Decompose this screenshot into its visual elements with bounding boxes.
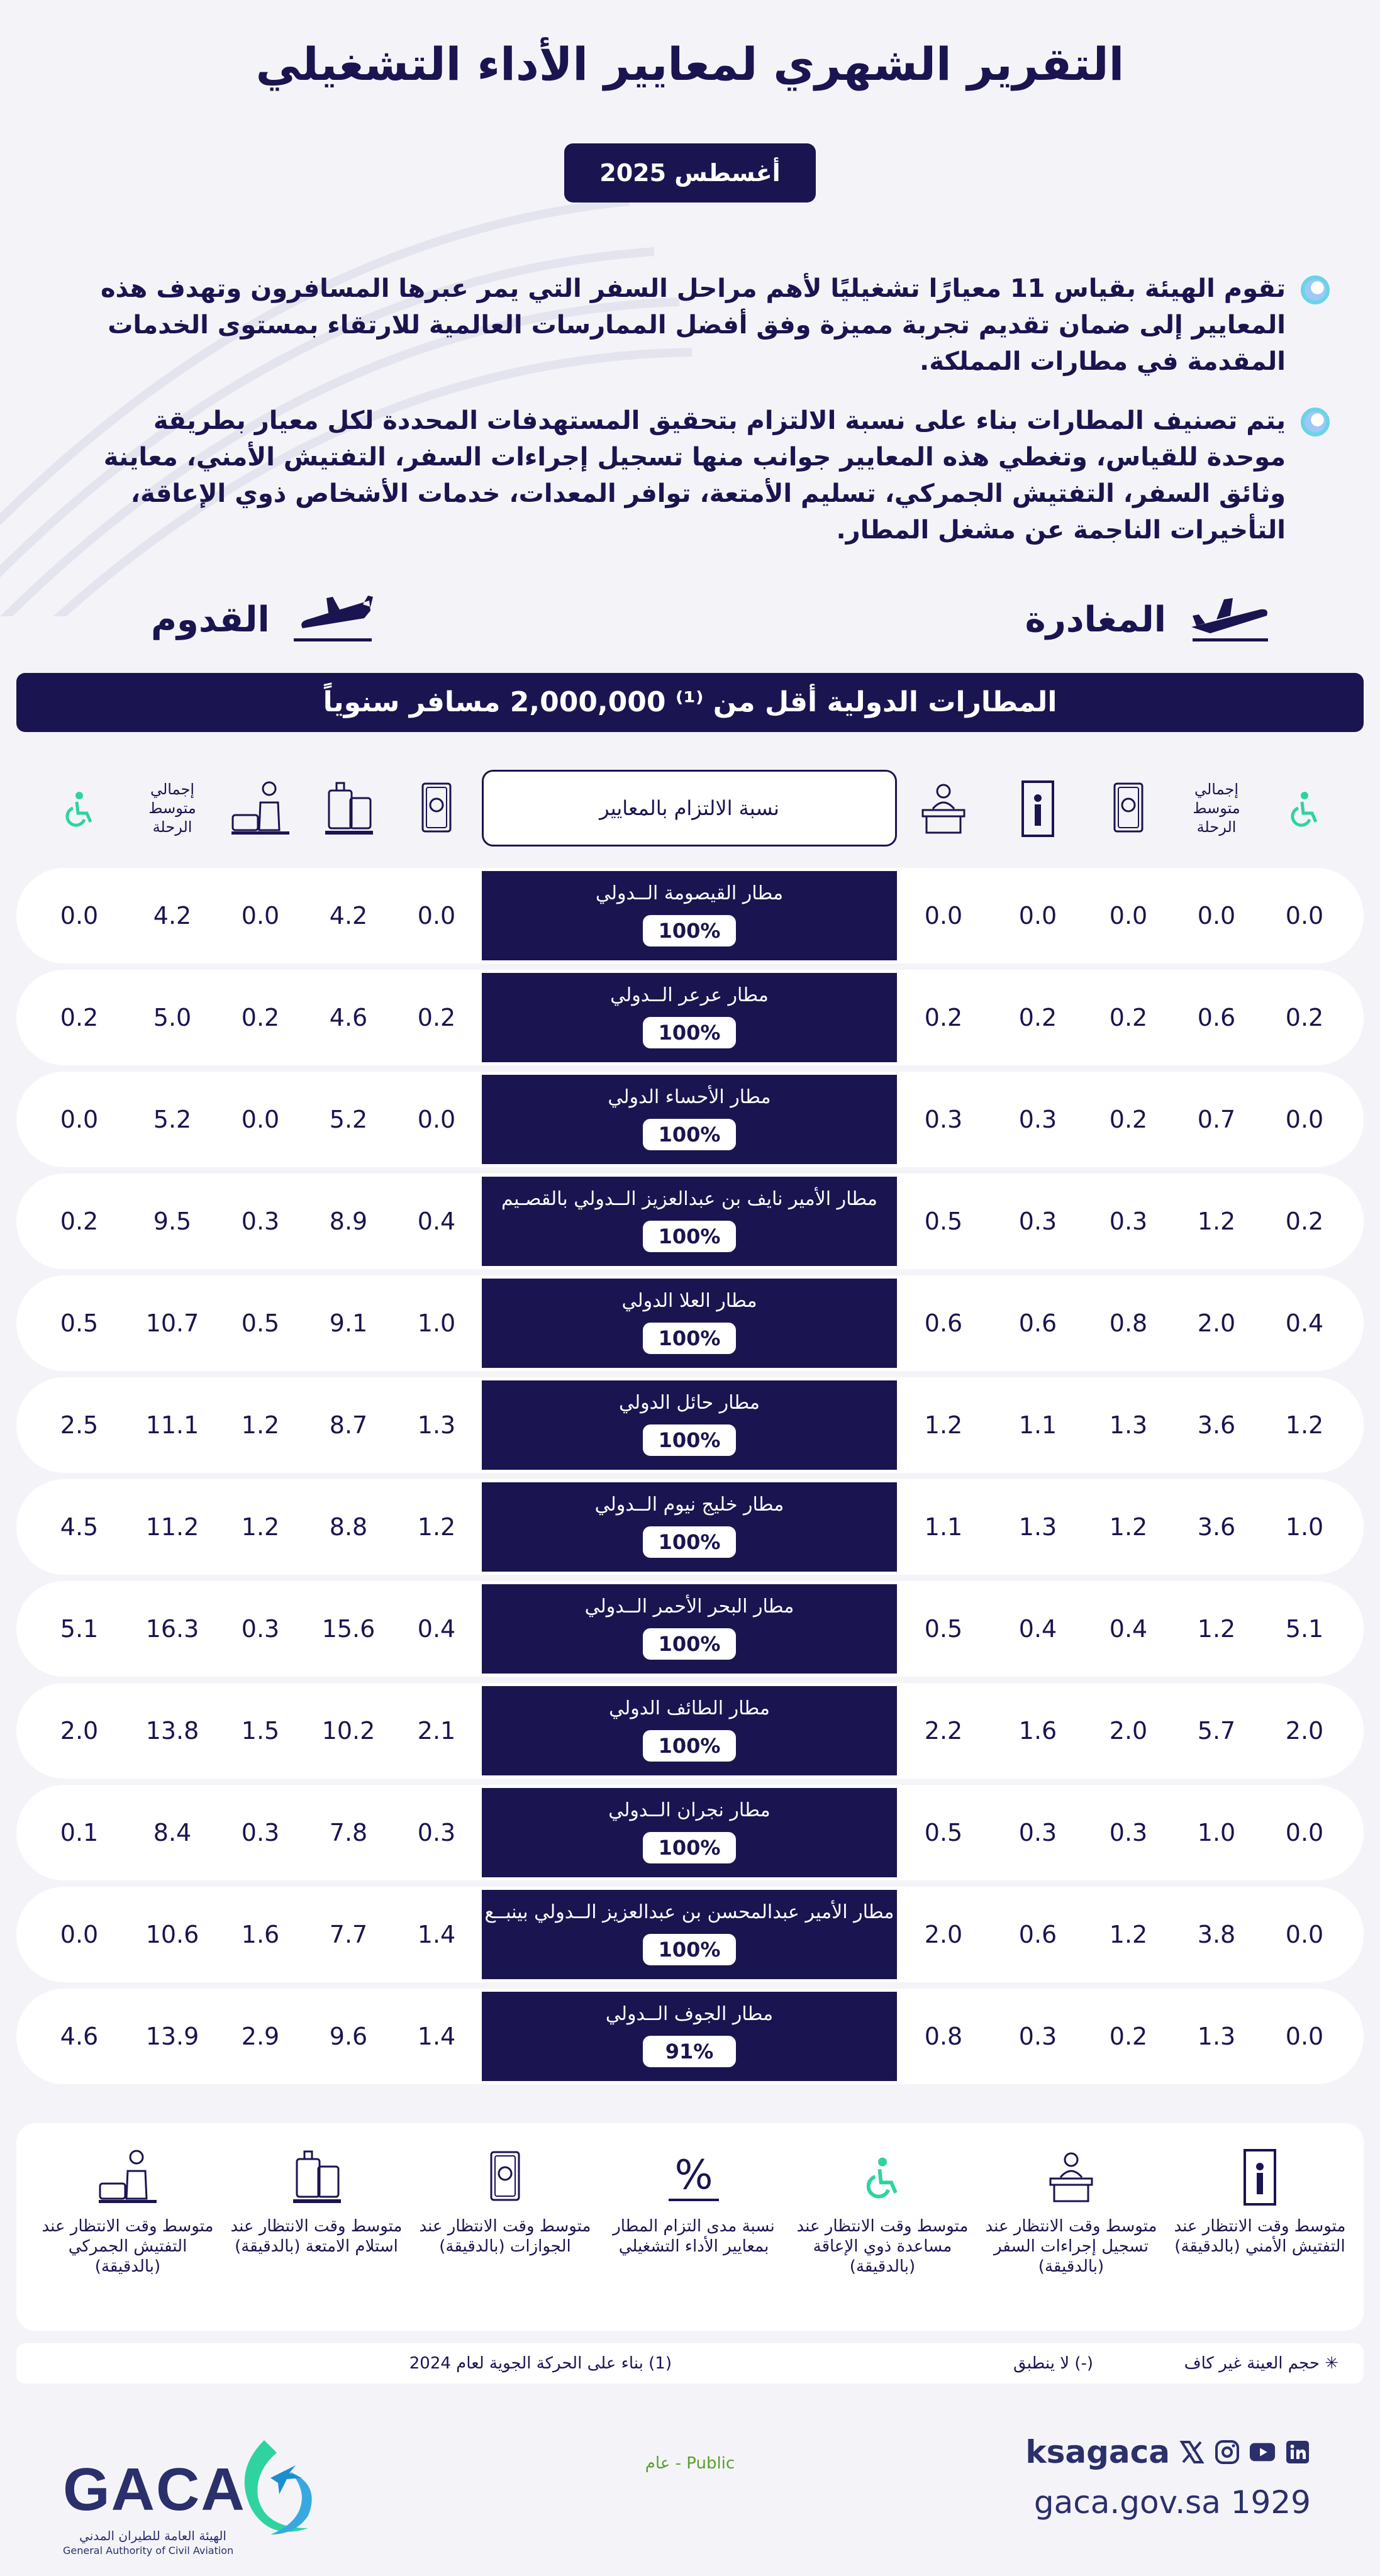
col-arr-total: إجمالي متوسط الرحلة xyxy=(148,780,196,836)
bullet-icon xyxy=(1301,275,1330,304)
departure-value-checkin: 0.6 xyxy=(924,1309,963,1337)
note-insufficient xyxy=(1184,2343,1338,2384)
airport-cell xyxy=(482,1177,897,1266)
legend-text: متوسط وقت الانتظار عند التفتيش الأمني (بالدقيقة) xyxy=(1174,2217,1346,2256)
intro-item xyxy=(72,270,1330,380)
arrival-value-customs: 0.2 xyxy=(241,1004,280,1031)
departure-value-checkin: 1.1 xyxy=(924,1513,963,1541)
col-arr-passport xyxy=(399,767,474,849)
arrival-value-disability: 2.0 xyxy=(60,1717,99,1745)
arrival-value-customs: 0.5 xyxy=(241,1309,280,1337)
airport-name: مطار العلا الدولي xyxy=(621,1290,757,1312)
col-arr-disability xyxy=(42,767,117,849)
legend-text: متوسط وقت الانتظار عند مساعدة ذوي الإعاقة (بالدقيقة) xyxy=(796,2217,969,2276)
arrival-value-passport: 0.2 xyxy=(417,1004,456,1031)
airport-cell xyxy=(482,1075,897,1164)
baggage-icon xyxy=(288,2145,345,2208)
compliance-badge: 100% xyxy=(643,915,736,947)
arrival-value-total: 8.4 xyxy=(153,1819,192,1846)
departure-value-disability: 0.2 xyxy=(1285,1004,1324,1031)
compliance-badge: 100% xyxy=(643,1526,736,1558)
legend-item xyxy=(603,2142,785,2257)
table-header xyxy=(0,767,1380,849)
arrival-value-disability: 0.0 xyxy=(60,1106,99,1133)
arrival-value-baggage: 15.6 xyxy=(321,1615,376,1643)
arrival-value-baggage: 9.1 xyxy=(329,1309,368,1337)
departure-value-disability: 2.0 xyxy=(1285,1717,1324,1745)
arrival-value-passport: 0.4 xyxy=(417,1615,456,1643)
note-na: (-) لا ينطبق xyxy=(1013,2354,1093,2373)
airport-cell xyxy=(482,1279,897,1368)
departure-value-disability: 0.0 xyxy=(1285,1819,1324,1846)
compliance-badge: 100% xyxy=(643,1424,736,1456)
passport-icon xyxy=(1110,780,1147,836)
departure-value-security: 0.0 xyxy=(1018,902,1057,930)
departure-value-total: 1.3 xyxy=(1197,2023,1236,2050)
col-dep-disability xyxy=(1267,767,1342,849)
checkin-counter-icon xyxy=(1043,2148,1099,2205)
compliance-badge: 100% xyxy=(643,1017,736,1048)
departure-value-total: 0.0 xyxy=(1197,902,1236,930)
departure-value-disability: 0.0 xyxy=(1285,1921,1324,1948)
col-dep-checkin xyxy=(906,767,981,849)
arrival-value-customs: 0.0 xyxy=(241,1106,280,1133)
compliance-badge: 100% xyxy=(643,1730,736,1762)
departure-value-security: 1.6 xyxy=(1018,1717,1057,1745)
legend-item xyxy=(980,2142,1162,2277)
col-arr-baggage xyxy=(311,767,386,849)
wheelchair-icon xyxy=(1286,789,1323,827)
compliance-badge: 91% xyxy=(643,2036,736,2067)
arrival-value-total: 5.0 xyxy=(153,1004,192,1031)
arrival-value-customs: 0.0 xyxy=(241,902,280,930)
compliance-badge: 100% xyxy=(643,1221,736,1252)
intro-text: يتم تصنيف المطارات بناء على نسبة الالتزام بتحقيق المستهدفات المحددة لكل معيار بطريقة موحدة للقياس، وتغطي هذه المعايير جوانب منها تسجيل إجراءات السفر، التفتيش الأمني، معاينة وثائق السفر، التفتيش الجمركي، تسليم الأمتعة، توافر المعدات، خدمات الأشخاص ذوي الإعاقة، التأخيرات الناجمة عن مشغل المطار. xyxy=(103,406,1286,545)
page-title: التقرير الشهري لمعايير الأداء التشغيلي xyxy=(255,38,1125,91)
departure-value-checkin: 0.5 xyxy=(924,1819,963,1846)
percent-icon: % xyxy=(669,2152,720,2201)
category-bar: المطارات الدولية أقل من ⁽¹⁾ 2,000,000 مسافر سنوياً xyxy=(16,673,1364,732)
arrival-value-total: 10.7 xyxy=(145,1309,199,1337)
arrival-value-disability: 4.5 xyxy=(60,1513,99,1541)
departure-value-checkin: 0.0 xyxy=(924,902,963,930)
checkin-counter-icon xyxy=(915,780,972,836)
arrival-value-disability: 0.2 xyxy=(60,1004,99,1031)
wheelchair-icon xyxy=(60,789,98,827)
legend-text: متوسط وقت الانتظار عند الجوازات (بالدقيقة) xyxy=(419,2217,591,2256)
arrival-value-passport: 1.4 xyxy=(417,1921,456,1948)
arrival-value-total: 10.6 xyxy=(145,1921,199,1948)
airport-cell xyxy=(482,1890,897,1979)
arrival-value-baggage: 7.8 xyxy=(329,1819,368,1846)
table-row xyxy=(16,1072,1364,1167)
compliance-badge: 100% xyxy=(643,1323,736,1354)
customs-icon xyxy=(229,780,292,836)
table-row xyxy=(16,1683,1364,1779)
departure-value-checkin: 0.8 xyxy=(924,2023,963,2050)
arrival-value-total: 16.3 xyxy=(145,1615,199,1643)
departure-value-disability: 1.0 xyxy=(1285,1513,1324,1541)
table-row xyxy=(16,1479,1364,1575)
airport-name: مطار نجران الــدولي xyxy=(608,1799,771,1821)
arrival-value-customs: 0.3 xyxy=(241,1819,280,1846)
departure-value-total: 3.6 xyxy=(1197,1513,1236,1541)
handle-text: ksagaca xyxy=(1025,2434,1170,2470)
departure-value-security: 0.6 xyxy=(1018,1309,1057,1337)
legend-item xyxy=(414,2142,596,2257)
departure-value-total: 1.2 xyxy=(1197,1615,1236,1643)
table-row xyxy=(16,1174,1364,1269)
note-basis: (1) بناء على الحركة الجوية لعام 2024 xyxy=(409,2354,672,2373)
compliance-badge: 100% xyxy=(643,1628,736,1660)
arrival-value-baggage: 8.7 xyxy=(329,1411,368,1439)
youtube-icon[interactable] xyxy=(1249,2439,1276,2465)
arrival-value-customs: 1.2 xyxy=(241,1411,280,1439)
table-row xyxy=(16,868,1364,963)
table-row xyxy=(16,1275,1364,1371)
table-row xyxy=(16,970,1364,1065)
departure-value-passport: 1.3 xyxy=(1109,1411,1148,1439)
airport-cell xyxy=(482,871,897,960)
wheelchair-icon xyxy=(860,2155,904,2199)
departure-value-security: 0.3 xyxy=(1018,2023,1057,2050)
departure-value-security: 0.3 xyxy=(1018,1208,1057,1235)
departure-value-passport: 0.2 xyxy=(1109,1106,1148,1133)
arrival-value-passport: 1.0 xyxy=(417,1309,456,1337)
arrival-value-total: 9.5 xyxy=(153,1208,192,1235)
departure-value-disability: 0.0 xyxy=(1285,902,1324,930)
airport-name: مطار الأحساء الدولي xyxy=(608,1086,771,1108)
linkedin-icon[interactable] xyxy=(1284,2439,1311,2465)
legend-text: متوسط وقت الانتظار عند تسجيل إجراءات السفر (بالدقيقة) xyxy=(985,2217,1157,2276)
departure-value-checkin: 1.2 xyxy=(924,1411,963,1439)
arrival-value-baggage: 4.2 xyxy=(329,902,368,930)
departure-value-passport: 0.3 xyxy=(1109,1819,1148,1846)
x-icon[interactable] xyxy=(1179,2439,1205,2465)
departure-value-checkin: 0.3 xyxy=(924,1106,963,1133)
arrival-value-total: 13.8 xyxy=(145,1717,199,1745)
departure-value-total: 3.8 xyxy=(1197,1921,1236,1948)
airport-name: مطار الأمير عبدالمحسن بن عبدالعزيز الــدولي بينبــع xyxy=(484,1901,894,1923)
table-row xyxy=(16,1785,1364,1880)
departure-value-checkin: 2.0 xyxy=(924,1921,963,1948)
security-gate-icon xyxy=(1019,777,1057,840)
arrival-value-baggage: 8.9 xyxy=(329,1208,368,1235)
legend-item xyxy=(1169,2142,1351,2257)
airport-name: مطار عرعر الــدولي xyxy=(610,984,769,1006)
note-text: حجم العينة غير كاف xyxy=(1184,2354,1320,2373)
departure-value-checkin: 0.2 xyxy=(924,1004,963,1031)
airport-name: مطار الجوف الــدولي xyxy=(605,2003,774,2025)
arrival-value-disability: 0.1 xyxy=(60,1819,99,1846)
departure-value-security: 0.2 xyxy=(1018,1004,1057,1031)
arrival-value-disability: 0.2 xyxy=(60,1208,99,1235)
website[interactable]: gaca.gov.sa 1929 xyxy=(1033,2484,1311,2521)
departure-value-total: 1.0 xyxy=(1197,1819,1236,1846)
col-dep-security xyxy=(1000,767,1076,849)
airport-cell xyxy=(482,1992,897,2081)
arrival-value-disability: 2.5 xyxy=(60,1411,99,1439)
arrival-value-baggage: 9.6 xyxy=(329,2023,368,2050)
arrival-value-passport: 1.4 xyxy=(417,2023,456,2050)
airport-cell xyxy=(482,973,897,1062)
airports-table xyxy=(16,868,1364,2090)
arrival-value-customs: 1.2 xyxy=(241,1513,280,1541)
customs-icon xyxy=(96,2148,159,2205)
arrival-value-baggage: 4.6 xyxy=(329,1004,368,1031)
logo-text: GACA xyxy=(63,2456,246,2523)
arrival-value-disability: 0.0 xyxy=(60,1921,99,1948)
departure-value-disability: 1.2 xyxy=(1285,1411,1324,1439)
asterisk-icon: ✳ xyxy=(1325,2354,1338,2373)
legend-item xyxy=(225,2142,408,2257)
arrival-value-baggage: 8.8 xyxy=(329,1513,368,1541)
compliance-badge: 100% xyxy=(643,1832,736,1863)
departure-label xyxy=(1025,591,1273,648)
col-dep-total: إجمالي متوسط الرحلة xyxy=(1193,780,1240,836)
departure-value-total: 0.7 xyxy=(1197,1106,1236,1133)
departure-value-passport: 0.0 xyxy=(1109,902,1148,930)
departure-value-disability: 0.4 xyxy=(1285,1309,1324,1337)
arrival-value-customs: 0.3 xyxy=(241,1615,280,1643)
airport-cell xyxy=(482,1380,897,1470)
bullet-icon xyxy=(1301,408,1330,436)
intro-text: تقوم الهيئة بقياس 11 معيارًا تشغيليًا لأهم مراحل السفر التي يمر عبرها المسافرون وتهدف هذه المعايير إلى ضمان تقديم تجربة مميزة وفق أفضل الممارسات العالمية للارتقاء بمستوى الخدمات المقدمة في مطارات المملكة. xyxy=(100,274,1286,376)
arrival-value-passport: 1.3 xyxy=(417,1411,456,1439)
arrival-value-baggage: 7.7 xyxy=(329,1921,368,1948)
arrival-value-disability: 5.1 xyxy=(60,1615,99,1643)
table-row xyxy=(16,1989,1364,2084)
departure-value-passport: 0.8 xyxy=(1109,1309,1148,1337)
departure-value-passport: 2.0 xyxy=(1109,1717,1148,1745)
departure-value-checkin: 2.2 xyxy=(924,1717,963,1745)
departure-value-security: 0.3 xyxy=(1018,1819,1057,1846)
security-gate-icon xyxy=(1241,2145,1279,2208)
arrival-value-disability: 0.5 xyxy=(60,1309,99,1337)
airport-cell xyxy=(482,1482,897,1572)
logo-english: General Authority of Civil Aviation xyxy=(63,2545,234,2557)
departure-value-security: 1.1 xyxy=(1018,1411,1057,1439)
compliance-header: نسبة الالتزام بالمعايير xyxy=(482,770,897,847)
baggage-icon xyxy=(320,777,377,840)
departure-value-security: 0.4 xyxy=(1018,1615,1057,1643)
departure-value-passport: 0.3 xyxy=(1109,1208,1148,1235)
departure-value-total: 2.0 xyxy=(1197,1309,1236,1337)
departure-value-total: 5.7 xyxy=(1197,1717,1236,1745)
compliance-badge: 100% xyxy=(643,1934,736,1965)
departure-value-security: 0.6 xyxy=(1018,1921,1057,1948)
legend-item xyxy=(36,2142,219,2277)
departure-value-passport: 1.2 xyxy=(1109,1921,1148,1948)
arrival-value-passport: 0.3 xyxy=(417,1819,456,1846)
plane-departure-icon xyxy=(1185,594,1273,645)
compliance-badge: 100% xyxy=(643,1119,736,1150)
airport-name: مطار الطائف الدولي xyxy=(609,1697,770,1719)
col-dep-passport xyxy=(1091,767,1166,849)
intro-item xyxy=(72,402,1330,548)
departure-value-checkin: 0.5 xyxy=(924,1208,963,1235)
airport-cell xyxy=(482,1686,897,1775)
arrival-value-baggage: 5.2 xyxy=(329,1106,368,1133)
classification-label: Public - عام xyxy=(645,2454,735,2473)
passport-icon xyxy=(486,2148,524,2205)
table-row xyxy=(16,1581,1364,1677)
arrival-value-total: 11.2 xyxy=(145,1513,199,1541)
arrival-value-passport: 0.0 xyxy=(417,1106,456,1133)
table-row xyxy=(16,1377,1364,1473)
arrival-value-passport: 1.2 xyxy=(417,1513,456,1541)
instagram-icon[interactable] xyxy=(1214,2439,1240,2465)
arrival-value-total: 11.1 xyxy=(145,1411,199,1439)
arrival-value-disability: 0.0 xyxy=(60,902,99,930)
departure-title: المغادرة xyxy=(1025,599,1166,640)
arrival-value-customs: 1.6 xyxy=(241,1921,280,1948)
plane-arrival-icon xyxy=(289,594,377,645)
arrival-value-passport: 0.0 xyxy=(417,902,456,930)
arrival-value-disability: 4.6 xyxy=(60,2023,99,2050)
departure-value-passport: 0.4 xyxy=(1109,1615,1148,1643)
arrival-value-baggage: 10.2 xyxy=(321,1717,376,1745)
logo-arabic: الهيئة العامة للطيران المدني xyxy=(79,2528,226,2543)
airport-name: مطار الأمير نايف بن عبدالعزيز الــدولي بالقصـيم xyxy=(501,1188,877,1210)
airport-name: مطار البحر الأحمر الــدولي xyxy=(584,1596,794,1618)
table-row xyxy=(16,1887,1364,1982)
arrival-value-passport: 0.4 xyxy=(417,1208,456,1235)
arrival-value-total: 13.9 xyxy=(145,2023,199,2050)
airport-cell xyxy=(482,1584,897,1674)
arrival-label xyxy=(151,591,377,648)
departure-value-passport: 1.2 xyxy=(1109,1513,1148,1541)
arrival-value-total: 5.2 xyxy=(153,1106,192,1133)
social-handles xyxy=(1025,2434,1311,2470)
notes xyxy=(16,2343,1364,2384)
legend-text: متوسط وقت الانتظار عند التفتيش الجمركي (بالدقيقة) xyxy=(42,2217,214,2276)
departure-value-passport: 0.2 xyxy=(1109,2023,1148,2050)
arrival-value-customs: 0.3 xyxy=(241,1208,280,1235)
legend xyxy=(16,2123,1364,2331)
departure-value-security: 1.3 xyxy=(1018,1513,1057,1541)
airport-name: مطار حائل الدولي xyxy=(619,1392,760,1414)
airport-name: مطار خليج نيوم الــدولي xyxy=(594,1494,784,1516)
airport-name: مطار القيصومة الــدولي xyxy=(595,882,784,904)
col-arr-customs xyxy=(223,767,298,849)
period-badge: أغسطس 2025 xyxy=(564,143,816,203)
departure-value-disability: 5.1 xyxy=(1285,1615,1324,1643)
arrival-value-passport: 2.1 xyxy=(417,1717,456,1745)
arrival-value-customs: 1.5 xyxy=(241,1717,280,1745)
intro-section xyxy=(72,270,1330,571)
footer xyxy=(0,2415,1380,2576)
passport-icon xyxy=(418,780,455,836)
airport-cell xyxy=(482,1788,897,1877)
departure-value-disability: 0.2 xyxy=(1285,1208,1324,1235)
departure-value-disability: 0.0 xyxy=(1285,1106,1324,1133)
departure-value-checkin: 0.5 xyxy=(924,1615,963,1643)
gaca-logo xyxy=(63,2428,327,2557)
departure-value-total: 0.6 xyxy=(1197,1004,1236,1031)
arrival-title: القدوم xyxy=(151,599,270,640)
departure-value-total: 3.6 xyxy=(1197,1411,1236,1439)
legend-text: نسبة مدى التزام المطار بمعايير الأداء التشغيلي xyxy=(613,2217,775,2256)
departure-value-security: 0.3 xyxy=(1018,1106,1057,1133)
legend-text: متوسط وقت الانتظار عند استلام الامتعة (بالدقيقة) xyxy=(230,2217,403,2256)
arrival-value-customs: 2.9 xyxy=(241,2023,280,2050)
departure-value-total: 1.2 xyxy=(1197,1208,1236,1235)
legend-item xyxy=(791,2142,974,2277)
arrival-value-total: 4.2 xyxy=(153,902,192,930)
departure-value-disability: 0.0 xyxy=(1285,2023,1324,2050)
departure-value-passport: 0.2 xyxy=(1109,1004,1148,1031)
